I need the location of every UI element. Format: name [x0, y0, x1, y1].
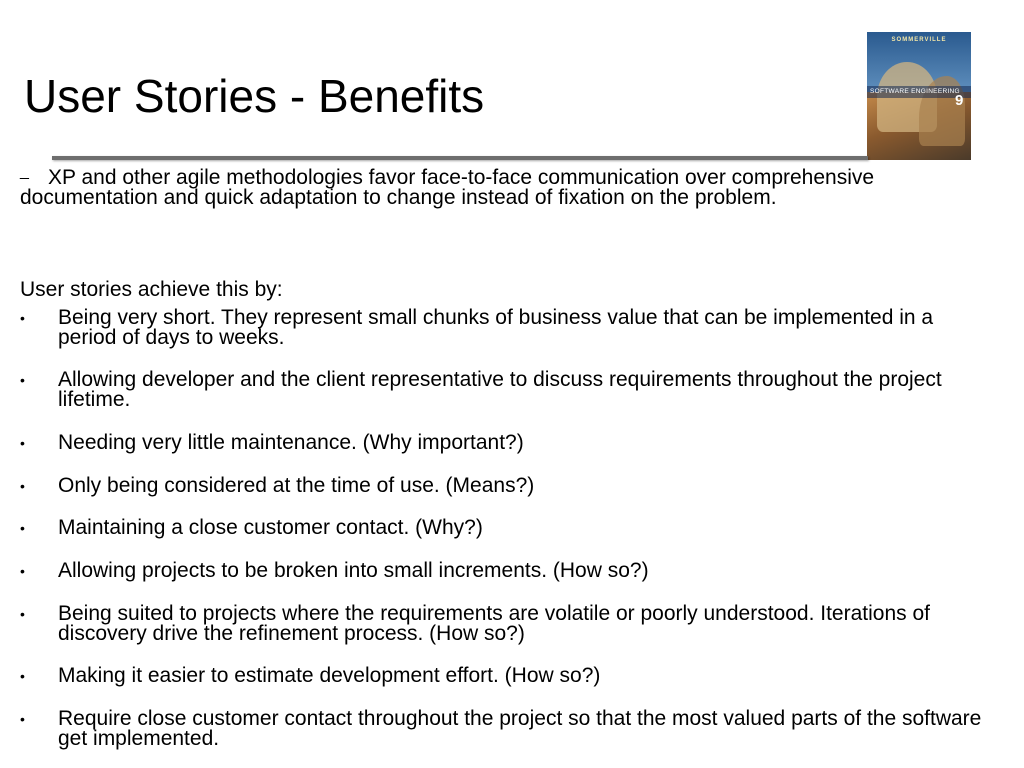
book-cover-image	[867, 32, 971, 160]
bullet-dot-icon: •	[20, 372, 25, 388]
book-cover-author: SOMMERVILLE	[891, 37, 947, 43]
bullet-dot-icon: •	[20, 310, 25, 326]
bullet-dot-icon: •	[20, 668, 25, 684]
bullet-item	[20, 666, 990, 686]
bullet-text: Allowing developer and the client representative to discuss requirements throughout the project lifetime.	[58, 368, 942, 411]
book-cover-title: SOFTWARE ENGINEERING	[870, 88, 960, 95]
bullet-dot-icon: •	[20, 563, 25, 579]
bullet-text: Only being considered at the time of use. (Means?)	[58, 474, 535, 497]
bullet-item	[20, 308, 990, 348]
intro-marker: _	[20, 163, 29, 180]
bullet-text: Needing very little maintenance. (Why important?)	[58, 431, 524, 454]
bullet-dot-icon: •	[20, 606, 25, 622]
bullet-text: Maintaining a close customer contact. (Why?)	[58, 516, 483, 539]
bullet-text: Allowing projects to be broken into small increments. (How so?)	[58, 559, 649, 582]
bullet-dot-icon: •	[20, 711, 25, 727]
bullet-item	[20, 709, 990, 749]
slide-title: User Stories - Benefits	[24, 70, 485, 122]
intro-paragraph	[20, 163, 1004, 209]
book-cover-edition: 9	[955, 92, 964, 109]
bullet-dot-icon: •	[20, 435, 25, 451]
lead-text: User stories achieve this by:	[20, 278, 283, 301]
bullet-item	[20, 433, 990, 453]
bullet-text: Making it easier to estimate development effort. (How so?)	[58, 664, 601, 687]
bullet-item	[20, 476, 990, 496]
bullet-text: Being suited to projects where the requirements are volatile or poorly understood. Iterations of discovery drive the refinement process. (How so?)	[58, 602, 930, 645]
bullet-text: Being very short. They represent small chunks of business value that can be implemented in a period of days to weeks.	[58, 306, 934, 349]
bullet-text: Require close customer contact throughout the project so that the most valued parts of the software get implemented.	[58, 707, 982, 750]
bullet-item	[20, 518, 990, 538]
bullet-item	[20, 604, 990, 644]
slide-body	[20, 163, 1004, 750]
bullet-item	[20, 370, 990, 410]
bullet-item	[20, 561, 990, 581]
bullet-dot-icon: •	[20, 478, 25, 494]
title-divider	[52, 156, 868, 160]
intro-text: XP and other agile methodologies favor face-to-face communication over comprehensive documentation and quick adaptation to change instead of fixation on the problem.	[20, 166, 875, 209]
bullet-dot-icon: •	[20, 520, 25, 536]
